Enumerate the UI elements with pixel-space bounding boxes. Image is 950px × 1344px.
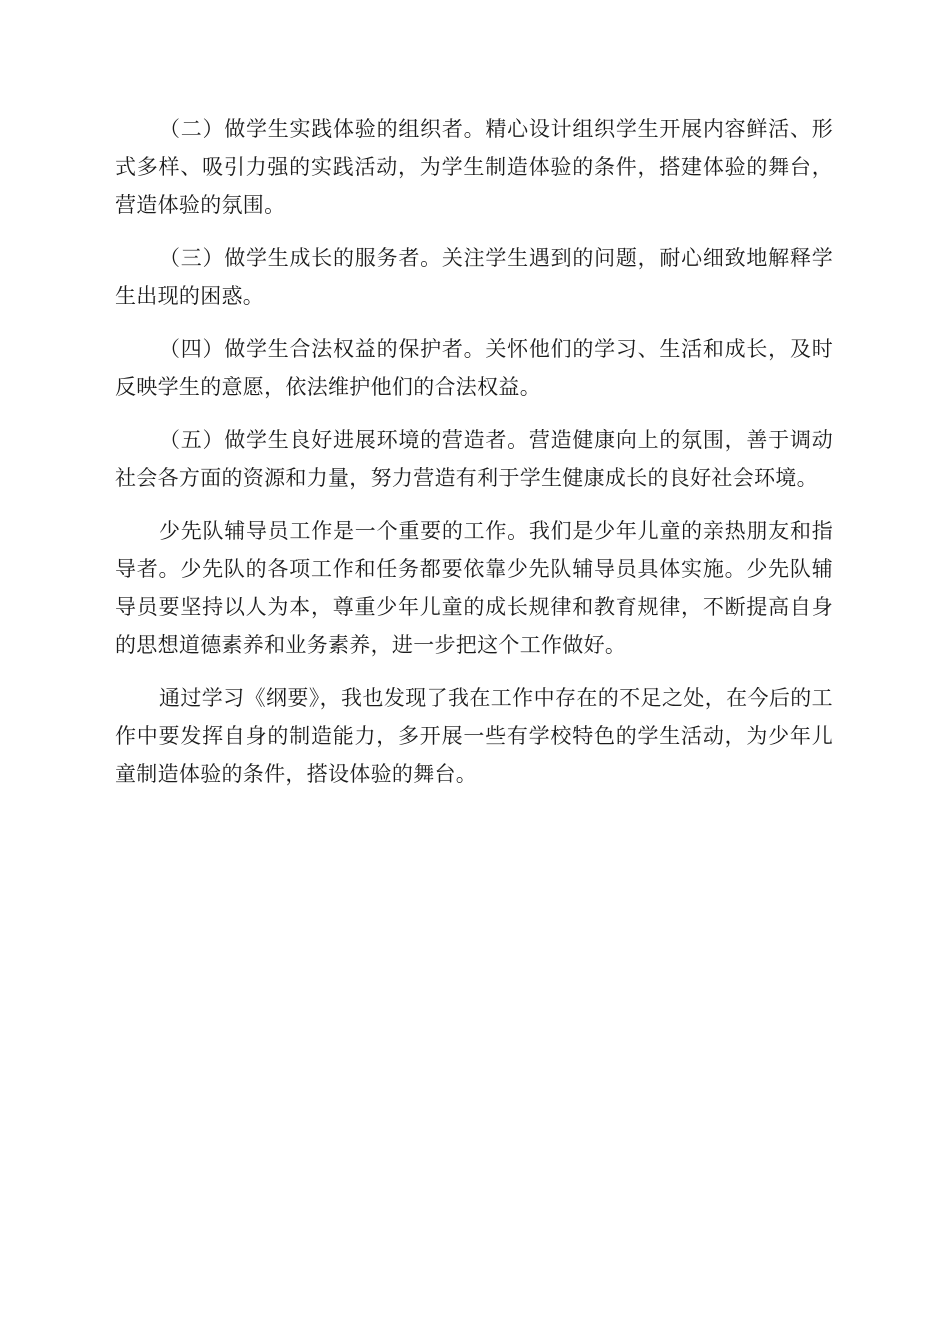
document-body xyxy=(115,110,833,808)
paragraph-environment: （五）做学生良好进展环境的营造者。营造健康向上的氛围，善于调动社会各方面的资源和力量，努力营造有利于学生健康成长的良好社会环境。 xyxy=(115,428,833,490)
paragraph-server: （三）做学生成长的服务者。关注学生遇到的问题，耐心细致地解释学生出现的困惑。 xyxy=(115,246,833,308)
paragraph-counselor-work: 少先队辅导员工作是一个重要的工作。我们是少年儿童的亲热朋友和指导者。少先队的各项工作和任务都要依靠少先队辅导员具体实施。少先队辅导员要坚持以人为本，尊重少年儿童的成长规律和教育规律，不断提高自身的思想道德素养和业务素养，进一步把这个工作做好。 xyxy=(115,519,833,657)
paragraph-organizer: （二）做学生实践体验的组织者。精心设计组织学生开展内容鲜活、形式多样、吸引力强的实践活动，为学生制造体验的条件，搭建体验的舞台，营造体验的氛围。 xyxy=(115,117,833,217)
paragraph-protector: （四）做学生合法权益的保护者。关怀他们的学习、生活和成长，及时反映学生的意愿，依法维护他们的合法权益。 xyxy=(115,337,833,399)
paragraph-reflection: 通过学习《纲要》，我也发现了我在工作中存在的不足之处，在今后的工作中要发挥自身的制造能力，多开展一些有学校特色的学生活动，为少年儿童制造体验的条件，搭设体验的舞台。 xyxy=(115,686,833,786)
